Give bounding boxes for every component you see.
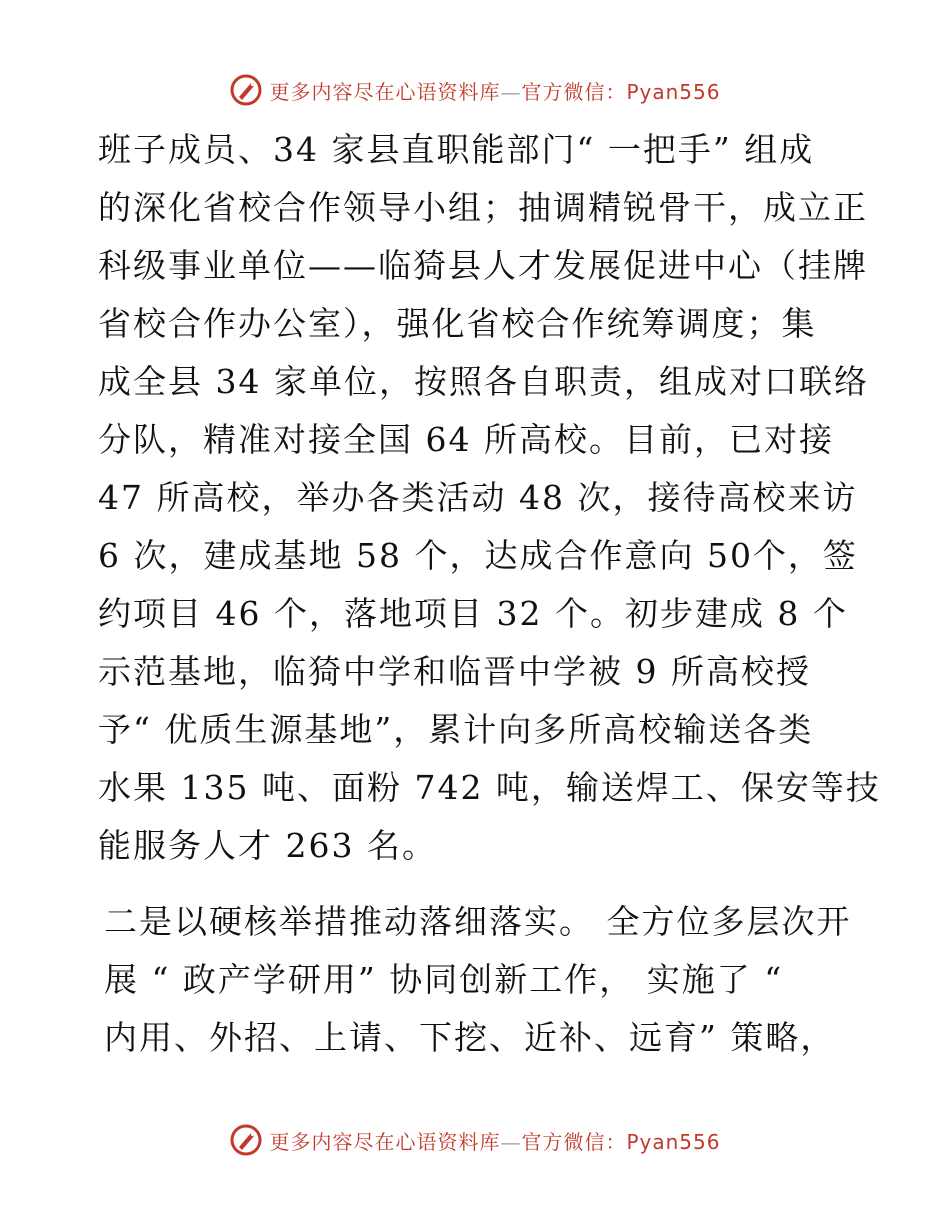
text-line: 约项目 46 个，落地项目 32 个。初步建成 8 个 bbox=[98, 594, 848, 633]
banner-site-name: 更多内容尽在心语资料库 bbox=[269, 1129, 501, 1154]
paragraph-1 bbox=[98, 121, 881, 875]
text-line: 展 “ 政产学研用” 协同创新工作， 实施了 “ bbox=[104, 960, 784, 999]
text-line: 班子成员、34 家县直职能部门“ 一把手” 组成 bbox=[98, 130, 815, 169]
text-line: 科级事业单位——临猗县人才发展促进中心（挂牌 bbox=[98, 246, 868, 285]
text-line: 6 次，建成基地 58 个，达成合作意向 50个，签 bbox=[98, 536, 858, 575]
text-line: 二是以硬核举措推动落细落实。 全方位多层次开 bbox=[104, 902, 852, 941]
text-line: 水果 135 吨、面粉 742 吨，输送焊工、保安等技 bbox=[98, 768, 881, 807]
banner-text bbox=[269, 76, 720, 105]
text-line: 成全县 34 家单位，按照各自职责，组成对口联络 bbox=[98, 362, 869, 401]
header-banner bbox=[0, 70, 950, 110]
footer-banner bbox=[0, 1120, 950, 1160]
banner-separator: — bbox=[500, 79, 522, 104]
text-line: 能服务人才 263 名。 bbox=[98, 826, 437, 865]
text-line: 47 所高校，举办各类活动 48 次，接待高校来访 bbox=[98, 478, 858, 517]
text-line: 示范基地，临猗中学和临晋中学被 9 所高校授 bbox=[98, 652, 811, 691]
banner-wechat: 官方微信：Pyan556 bbox=[521, 79, 721, 104]
banner-text bbox=[269, 1126, 720, 1155]
text-line: 省校合作办公室），强化省校合作统筹调度；集 bbox=[98, 304, 817, 343]
banner-separator: — bbox=[500, 1129, 522, 1154]
banner-wechat: 官方微信：Pyan556 bbox=[521, 1129, 721, 1154]
banner-site-name: 更多内容尽在心语资料库 bbox=[269, 79, 501, 104]
text-line: 分队，精准对接全国 64 所高校。目前，已对接 bbox=[98, 420, 834, 459]
pen-nib-circle-icon bbox=[229, 1123, 263, 1157]
text-line: 内用、外招、上请、下挖、近补、远育” 策略， bbox=[104, 1018, 836, 1057]
text-line: 的深化省校合作领导小组；抽调精锐骨干，成立正 bbox=[98, 188, 868, 227]
paragraph-2 bbox=[104, 893, 864, 1067]
pen-nib-circle-icon bbox=[229, 73, 263, 107]
text-line: 予“ 优质生源基地”，累计向多所高校输送各类 bbox=[98, 710, 814, 749]
